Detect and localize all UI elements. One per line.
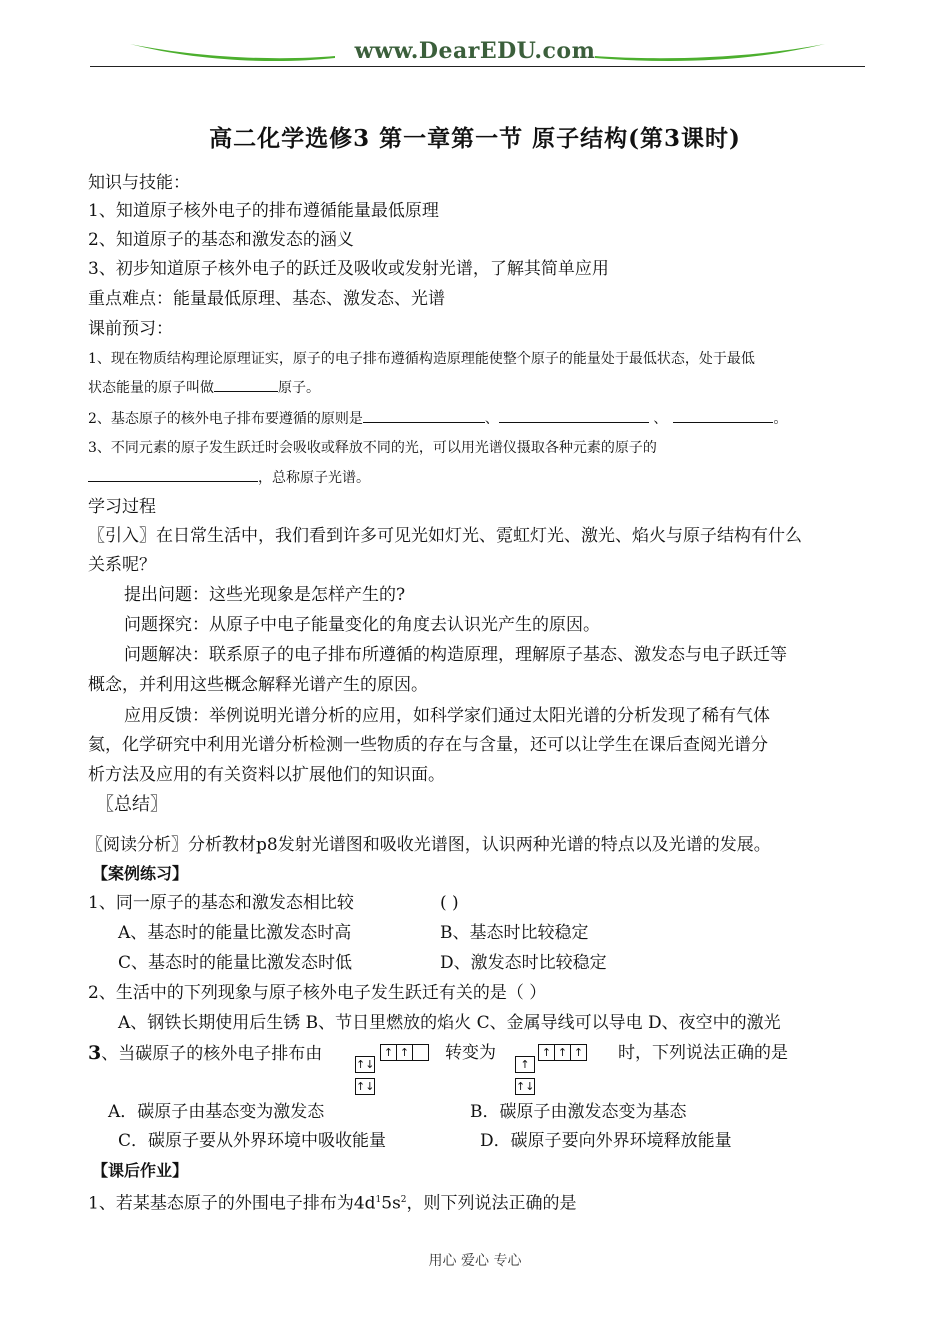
answer-blank[interactable] (499, 408, 649, 423)
header-rule (90, 66, 865, 67)
process-explore: 问题探究：从原子中电子能量变化的角度去认识光产生的原因。 (124, 615, 600, 635)
case-q1: 1、同一原子的基态和激发态相比较 (88, 893, 354, 913)
homework-q1: 1、若某基态原子的外围电子排布为$4d^15s^2$，则下列说法正确的是 (88, 1193, 577, 1214)
intro-line-2: 关系呢？ (88, 555, 156, 575)
answer-blank[interactable] (214, 377, 278, 392)
case-q1-answer-paren: ( ) (440, 893, 459, 913)
process-feedback-line2: 氦，化学研究中利用光谱分析检测一些物质的存在与含量，还可以让学生在课后查阅光谱分 (88, 735, 768, 755)
case-q1-option-a: A、基态时的能量比激发态时高 (118, 923, 352, 943)
process-heading: 学习过程 (88, 497, 156, 517)
orbital-2p-initial: ↑ ↑ (380, 1044, 429, 1061)
process-solve-line1: 问题解决：联系原子的电子排布所遵循的构造原理，理解原子基态、激发态与电子跃迁等 (124, 645, 787, 665)
objective-item-2: 2、知道原子的基态和激发态的涵义 (88, 230, 354, 250)
case-q1-option-b: B、基态时比较稳定 (440, 923, 589, 943)
process-feedback-line3: 析方法及应用的有关资料以扩展他们的知识面。 (88, 765, 445, 785)
case-q2-options: A、钢铁长期使用后生锈 B、节日里燃放的焰火 C、金属导线可以导电 D、夜空中的激光 (118, 1013, 781, 1033)
preview-q2: 2、基态原子的核外电子排布要遵循的原则是 、 、 。 (88, 408, 787, 430)
case-q1-option-c: C、基态时的能量比激发态时低 (118, 953, 353, 973)
case-q3-option-a: A．碳原子由基态变为激发态 (108, 1102, 325, 1122)
case-q2: 2、生活中的下列现象与原子核外电子发生跃迁有关的是（ ） (88, 983, 547, 1003)
reading-analysis: 〖阅读分析〗分析教材p8发射光谱图和吸收光谱图，认识两种光谱的特点以及光谱的发展。 (86, 835, 771, 855)
objective-item-3: 3、初步知道原子核外电子的跃迁及吸收或发射光谱，了解其简单应用 (88, 259, 609, 279)
process-question: 提出问题：这些光现象是怎样产生的? (124, 585, 406, 605)
page-footer: 用心 爱心 专心 (428, 1253, 522, 1269)
orbital-1s-final: ↑↓ (516, 1080, 535, 1093)
preview-q1-line2: 状态能量的原子叫做 原子。 (88, 377, 320, 399)
header-site-name: www.DearEDU.com (354, 38, 596, 64)
objective-item-1: 1、知道原子核外电子的排布遵循能量最低原理 (88, 201, 439, 221)
homework-heading: 【课后作业】 (92, 1161, 189, 1180)
objectives-heading: 知识与技能： (88, 173, 190, 193)
orbital-2p-final: ↑ ↑ ↑ (538, 1044, 587, 1061)
answer-blank[interactable] (673, 408, 773, 423)
orbital-1s-initial: ↑↓ (356, 1080, 375, 1093)
case-q3-option-d: D．碳原子要向外界环境释放能量 (480, 1131, 732, 1151)
case-q3-option-b: B．碳原子由激发态变为基态 (470, 1102, 687, 1122)
case-q3-option-c: C．碳原子要从外界环境中吸收能量 (118, 1131, 387, 1151)
preview-q1-line1: 1、现在物质结构理论原理证实，原子的电子排布遵循构造原理能使整个原子的能量处于最低状态，处于最低 (88, 351, 755, 367)
process-feedback-line1: 应用反馈：举例说明光谱分析的应用，如科学家们通过太阳光谱的分析发现了稀有气体 (124, 706, 770, 726)
cases-heading: 【案例练习】 (92, 864, 189, 883)
preview-q3-line1: 3、不同元素的原子发生跃迁时会吸收或释放不同的光，可以用光谱仪摄取各种元素的原子的 (88, 440, 657, 456)
case-q1-option-d: D、激发态时比较稳定 (440, 953, 607, 973)
orbital-2s-initial: ↑↓ (356, 1058, 375, 1071)
case-q3: 3、当碳原子的核外电子排布由 (88, 1042, 323, 1064)
orbital-2s-final: ↑ (515, 1056, 535, 1073)
intro-line-1: 〖引入〗在日常生活中，我们看到许多可见光如灯光、霓虹灯光、激光、焰火与原子结构有什么 (88, 526, 802, 546)
case-q3-mid: 转变为 (445, 1043, 496, 1063)
preview-heading: 课前预习： (88, 319, 173, 339)
answer-blank[interactable] (88, 467, 258, 482)
key-points: 重点难点：能量最低原理、基态、激发态、光谱 (88, 289, 445, 309)
case-q3-tail: 时，下列说法正确的是 (618, 1043, 788, 1063)
page-title: 高二化学选修3 第一章第一节 原子结构(第3课时) (209, 125, 741, 152)
process-solve-line2: 概念，并利用这些概念解释光谱产生的原因。 (88, 675, 428, 695)
answer-blank[interactable] (363, 408, 485, 423)
summary-heading: 〖总结〗 (96, 794, 168, 815)
preview-q3-line2: ，总称原子光谱。 (88, 467, 370, 489)
